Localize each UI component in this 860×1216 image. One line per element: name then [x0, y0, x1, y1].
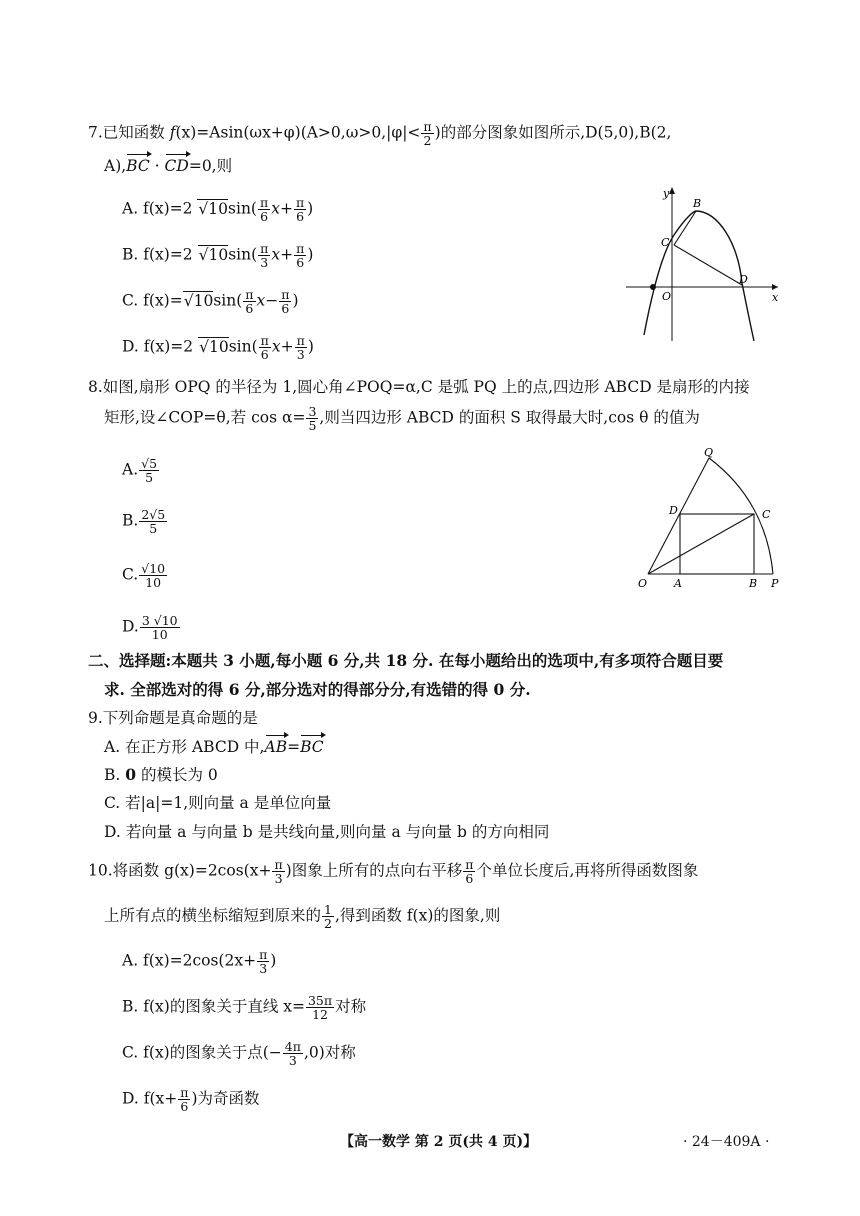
footer-code: · 24－409A ·	[683, 1134, 770, 1150]
q8-option-c: C. $\frac{√10}{10}$	[122, 561, 166, 590]
q9-option-d: D. 若向量 a 与向量 b 是共线向量,则向量 a 与向量 b 的方向相同	[104, 823, 550, 841]
q7-sine-graph-figure	[622, 183, 782, 343]
q9-stem: 9.下列命题是真命题的是	[88, 709, 258, 727]
footer-page-info: 【高一数学 第 2 页(共 4 页)】	[340, 1134, 538, 1150]
label-c: C	[762, 508, 771, 521]
q7-option-c: C. f(x)=√10sin( $\frac{\pi}{6}$ x− $\frac{\pi}{6}$ )	[122, 287, 299, 316]
q9-option-c: C. 若|a|=1,则向量 a 是单位向量	[104, 794, 332, 812]
section2-heading-line2: 求. 全部选对的得 6 分,部分选对的得部分分,有选错的得 0 分.	[104, 680, 531, 699]
q7-stem-line1: 7.已知函数 f(x)=Asin(ωx+φ)(A>0,ω>0,|φ|< $\frac{\pi}{2}$ )的部分图象如图所示,D(5,0),B(2,	[88, 119, 672, 148]
q8-sector-figure	[634, 446, 794, 592]
label-x: x	[772, 291, 779, 304]
sine-curve	[644, 211, 754, 341]
label-c: C	[661, 236, 670, 249]
label-q: Q	[704, 446, 714, 459]
q10-stem-line1: 10.将函数 g(x)=2cos(x+ $\frac{\pi}{3}$ )图象上所有的点向右平移 $\frac{\pi}{6}$ 个单位长度后,再将所得函数图象	[88, 857, 699, 886]
q10-stem-line2: 上所有点的横坐标缩短到原来的 $\frac{1}{2}$ ,得到函数 f(x)的图象,则	[104, 902, 501, 931]
intercept-point	[650, 284, 656, 290]
q7-option-a: A. f(x)=2 √10sin( $\frac{\pi}{6}$ x+ $\frac{\pi}{6}$ )	[122, 195, 314, 224]
q8-option-d: D. $\frac{3 √10}{10}$	[122, 613, 178, 642]
q10-option-d: D. f(x+ $\frac{\pi}{6}$ )为奇函数	[122, 1085, 260, 1114]
y-axis-arrow	[669, 187, 675, 194]
q10-option-c: C. f(x)的图象关于点(− $\frac{4\pi}{3}$ ,0)对称	[122, 1039, 356, 1068]
q7-option-d: D. f(x)=2 √10sin( $\frac{\pi}{6}$ x+ $\frac{\pi}{3}$ )	[122, 333, 314, 362]
q8-stem-line2: 矩形,设∠COP=θ,若 cos α= $\frac{3}{5}$ ,则当四边形 ABCD 的面积 S 取得最大时,cos θ 的值为	[104, 404, 700, 433]
label-o: O	[638, 577, 648, 590]
q9-option-a: A. 在正方形 ABCD 中,AB=BC	[104, 738, 324, 756]
q9-option-b: B. 0 的模长为 0	[104, 765, 218, 784]
section2-heading-line1: 二、选择题:本题共 3 小题,每小题 6 分,共 18 分. 在每小题给出的选项中,有多项符合题目要	[88, 651, 724, 670]
q7-stem-line2: A),BC · CD=0,则	[104, 157, 233, 175]
x-axis-arrow	[772, 284, 778, 290]
label-o: O	[662, 290, 672, 303]
label-b: B	[749, 577, 758, 590]
label-d: D	[739, 273, 748, 286]
q8-option-a: A. $\frac{√5}{5}$	[122, 456, 158, 485]
q10-option-b: B. f(x)的图象关于直线 x= $\frac{35\pi}{12}$ 对称	[122, 993, 367, 1022]
label-d: D	[669, 504, 678, 517]
label-y: y	[663, 187, 670, 200]
rectangle-abcd	[680, 514, 754, 574]
segment-cd	[674, 245, 742, 285]
pi-over-2-fraction: $\frac{\pi}{2}$	[423, 119, 432, 148]
segment-cb	[674, 211, 696, 245]
label-b: B	[693, 197, 702, 210]
q8-stem-line1: 8.如图,扇形 OPQ 的半径为 1,圆心角∠POQ=α,C 是弧 PQ 上的点,四边形 ABCD 是扇形的内接	[88, 378, 750, 396]
q7-option-b: B. f(x)=2 √10sin( $\frac{\pi}{3}$ x+ $\frac{\pi}{6}$ )	[122, 241, 314, 270]
q8-option-b: B. $\frac{2√5}{5}$	[122, 507, 166, 536]
label-p: P	[771, 577, 779, 590]
q10-option-a: A. f(x)=2cos(2x+ $\frac{\pi}{3}$ )	[122, 947, 277, 976]
label-a: A	[674, 577, 682, 590]
